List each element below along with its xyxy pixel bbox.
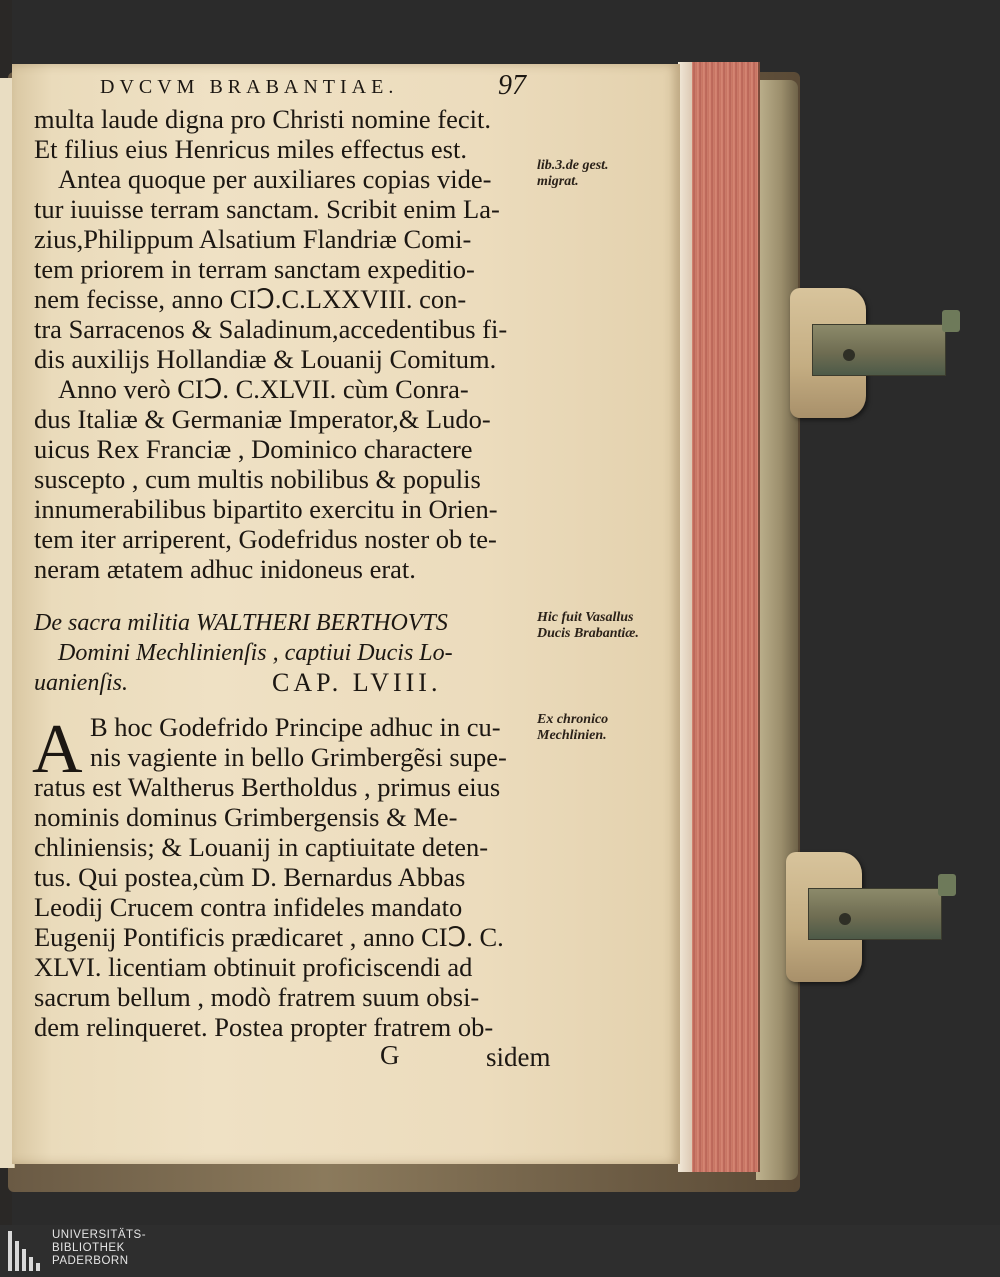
- text-line: neram ætatem adhuc inidoneus erat.: [34, 554, 416, 584]
- text-line: Anno verò CIↃ. C.XLVII. cùm Conra-: [58, 374, 469, 404]
- back-board: [756, 80, 798, 1180]
- margin-note: Hic fuit Vasallus Ducis Brabantiæ.: [537, 610, 639, 641]
- text-line: Antea quoque per auxiliares copias vide-: [58, 164, 492, 194]
- text-line: dis auxilijs Hollandiæ & Louanij Comitum.: [34, 344, 497, 374]
- text-line: tem priorem in terram sanctam expeditio-: [34, 254, 475, 284]
- text-line: multa laude digna pro Christi nomine fecit.: [34, 104, 492, 134]
- chapter-number: CAP. LVIII.: [272, 668, 442, 697]
- text-line: dus Italiæ & Germaniæ Imperator,& Ludo-: [34, 404, 491, 434]
- logo-line: UNIVERSITÄTS-: [52, 1229, 147, 1241]
- text-line: zius,Philippum Alsatium Flandriæ Comi-: [34, 224, 472, 254]
- text-line: tra Sarracenos & Saladinum,accedentibus fi-: [34, 314, 508, 344]
- text-line: XLVI. licentiam obtinuit proficiscendi ad: [34, 952, 473, 982]
- catchword: sidem: [486, 1042, 551, 1072]
- text-line: nem fecisse, anno CIↃ.C.LXXVIII. con-: [34, 284, 467, 314]
- text-line: chliniensis; & Louanij in captiuitate deten-: [34, 832, 489, 862]
- page-number: 97: [498, 70, 526, 101]
- page-fore-edge-highlight: [678, 62, 692, 1172]
- upper-clasp: [790, 288, 960, 418]
- running-title: DVCVM BRABANTIAE.: [100, 76, 399, 98]
- text-line: uicus Rex Franciæ , Dominico charactere: [34, 434, 473, 464]
- text-line: sacrum bellum , modò fratrem suum obsi-: [34, 982, 480, 1012]
- lower-clasp: [786, 852, 956, 982]
- text-line: B hoc Godefrido Principe adhuc in cu-: [90, 712, 501, 742]
- signature-mark: G: [380, 1040, 400, 1070]
- text-line: Et filius eius Henricus miles effectus est.: [34, 134, 467, 164]
- text-line: Eugenij Pontificis prædicaret , anno CIↃ. C.: [34, 922, 504, 952]
- logo-line: PADERBORN: [52, 1255, 129, 1267]
- logo-line: BIBLIOTHEK: [52, 1242, 125, 1254]
- library-logo-text: [52, 1229, 146, 1268]
- text-line: innumerabilibus bipartito exercitu in Orien-: [34, 494, 498, 524]
- text-line: tus. Qui postea,cùm D. Bernardus Abbas: [34, 862, 466, 892]
- heading-line: De sacra militia WALTHERI BERTHOVTS: [34, 610, 448, 636]
- drop-cap: A: [32, 711, 83, 788]
- text-line: suscepto , cum multis nobilibus & populis: [34, 464, 481, 494]
- footer-bar: [0, 1225, 1000, 1277]
- text-line: nominis dominus Grimbergensis & Me-: [34, 802, 458, 832]
- margin-note: Ex chronico Mechlinien.: [537, 712, 609, 743]
- text-line: ratus est Waltherus Bertholdus , primus eius: [34, 772, 501, 802]
- text-line: dem relinqueret. Postea propter fratrem ob-: [34, 1012, 494, 1042]
- text-line: tur iuuisse terram sanctam. Scribit enim La-: [34, 194, 500, 224]
- heading-line: Domini Mechlinienſis , captiui Ducis Lo-: [58, 640, 453, 666]
- margin-note: lib.3.de gest. migrat.: [537, 158, 609, 189]
- text-line: nis vagiente in bello Grimbergẽsi supe-: [90, 742, 507, 772]
- text-line: tem iter arriperent, Godefridus noster ob te-: [34, 524, 497, 554]
- text-line: Leodij Crucem contra infideles mandato: [34, 892, 463, 922]
- library-logo-icon: [8, 1231, 44, 1271]
- heading-line: uanienſis.: [34, 670, 128, 696]
